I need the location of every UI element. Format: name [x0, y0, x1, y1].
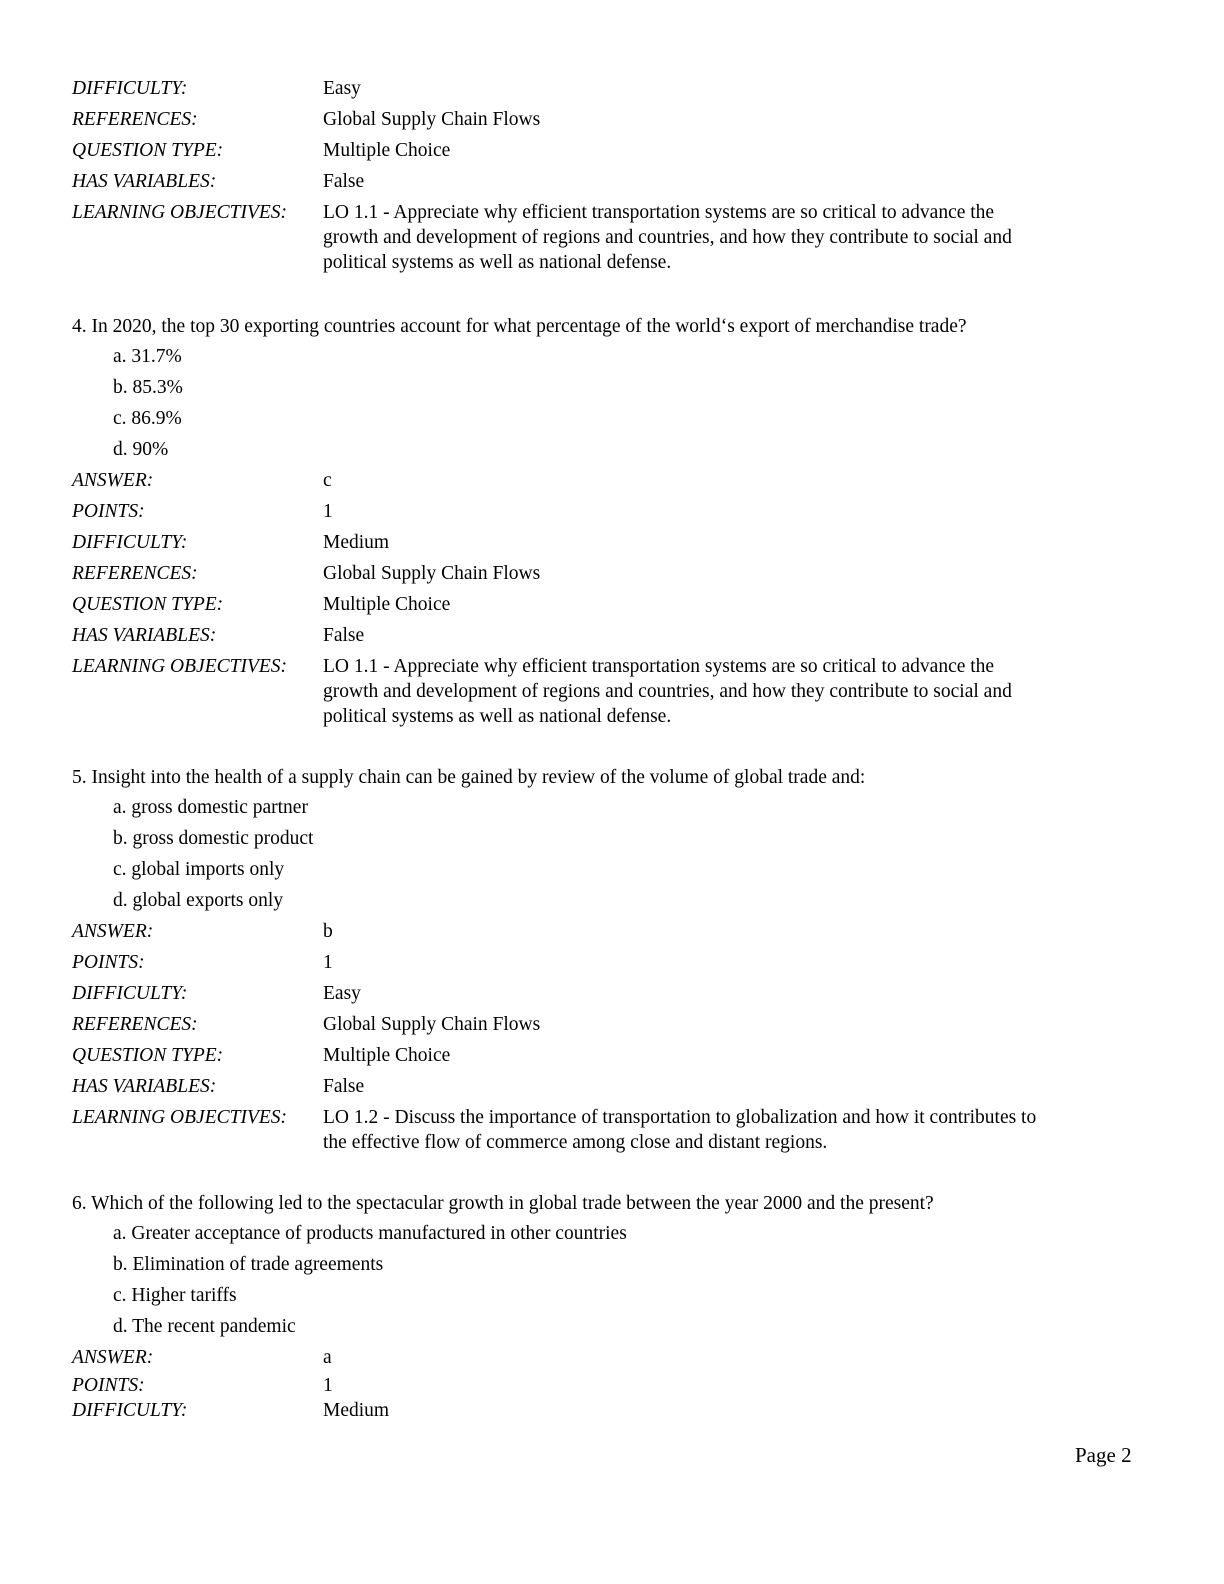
- metadata-row: [72, 527, 1162, 558]
- value-line: Easy: [323, 983, 361, 1004]
- value-line: LO 1.1 - Appreciate why efficient transportation systems are so critical to advance the: [323, 656, 995, 677]
- metadata-value: [323, 1102, 1036, 1155]
- metadata-label: REFERENCES:: [72, 109, 198, 130]
- metadata-value: [323, 104, 540, 135]
- metadata-value: [323, 496, 333, 527]
- metadata-row: [72, 73, 1162, 104]
- value-line: political systems as well as national defense.: [323, 706, 672, 727]
- value-line: 1: [323, 952, 333, 973]
- metadata-row: [72, 1009, 1162, 1040]
- metadata-value: [323, 197, 1012, 275]
- metadata-value: [323, 558, 540, 589]
- metadata-value: [323, 947, 333, 978]
- answer-option: a. gross domestic partner: [113, 797, 308, 818]
- metadata-label: ANSWER:: [72, 470, 154, 491]
- page-number: Page 2: [1075, 1443, 1132, 1467]
- value-line: b: [323, 921, 333, 942]
- metadata-row: [72, 197, 1162, 275]
- answer-option: c. 86.9%: [113, 408, 182, 429]
- metadata-label: LEARNING OBJECTIVES:: [72, 1107, 288, 1128]
- answer-option: c. global imports only: [113, 859, 285, 880]
- metadata-label: DIFFICULTY:: [72, 1400, 188, 1421]
- metadata-value: [323, 527, 389, 558]
- metadata-value: [323, 589, 450, 620]
- metadata-row: [72, 465, 1162, 496]
- value-line: c: [323, 470, 332, 491]
- metadata-value: [323, 1398, 389, 1423]
- value-line: a: [323, 1347, 332, 1368]
- metadata-row: [72, 651, 1162, 729]
- value-line: False: [323, 625, 365, 646]
- value-line: growth and development of regions and countries, and how they contribute to social and: [323, 681, 1012, 702]
- metadata-label: REFERENCES:: [72, 1014, 198, 1035]
- metadata-label: ANSWER:: [72, 921, 154, 942]
- metadata-row: [72, 1102, 1162, 1155]
- metadata-row: [72, 978, 1162, 1009]
- answer-option: a. 31.7%: [113, 346, 182, 367]
- question-block: [72, 764, 1162, 1155]
- value-line: Easy: [323, 78, 361, 99]
- metadata-block: [72, 73, 1162, 275]
- metadata-label: POINTS:: [72, 1375, 145, 1396]
- metadata-value: [323, 166, 364, 197]
- question-block: [72, 1190, 1162, 1423]
- metadata-label: ANSWER:: [72, 1347, 154, 1368]
- metadata-value: [323, 1071, 364, 1102]
- metadata-label: HAS VARIABLES:: [72, 1076, 217, 1097]
- answer-option: d. The recent pandemic: [113, 1316, 296, 1337]
- metadata-label: QUESTION TYPE:: [72, 140, 224, 161]
- value-line: False: [323, 171, 365, 192]
- metadata-value: [323, 1373, 333, 1398]
- metadata-row: [72, 1342, 1162, 1373]
- metadata-row: [72, 1040, 1162, 1071]
- value-line: the effective flow of commerce among close and distant regions.: [323, 1132, 828, 1153]
- answer-option: d. global exports only: [113, 890, 284, 911]
- metadata-row: [72, 496, 1162, 527]
- value-line: Global Supply Chain Flows: [323, 109, 541, 130]
- answer-option: b. 85.3%: [113, 377, 183, 398]
- metadata-value: [323, 1040, 450, 1071]
- answer-option: c. Higher tariffs: [113, 1285, 237, 1306]
- value-line: Medium: [323, 532, 390, 553]
- value-line: growth and development of regions and countries, and how they contribute to social and: [323, 227, 1012, 248]
- metadata-row: [72, 1373, 1162, 1398]
- metadata-row: [72, 916, 1162, 947]
- value-line: 1: [323, 1375, 333, 1396]
- value-line: Multiple Choice: [323, 1045, 451, 1066]
- metadata-label: POINTS:: [72, 501, 145, 522]
- answer-option: b. Elimination of trade agreements: [113, 1254, 384, 1275]
- metadata-value: [323, 73, 361, 104]
- metadata-row: [72, 589, 1162, 620]
- question-text: 4. In 2020, the top 30 exporting countries account for what percentage of the world‘s export of merchandise trade?: [72, 316, 967, 337]
- metadata-label: LEARNING OBJECTIVES:: [72, 202, 288, 223]
- question-text: 5. Insight into the health of a supply chain can be gained by review of the volume of global trade and:: [72, 767, 866, 788]
- metadata-value: [323, 135, 450, 166]
- metadata-value: [323, 651, 1012, 729]
- metadata-row: [72, 1071, 1162, 1102]
- metadata-row: [72, 135, 1162, 166]
- value-line: LO 1.1 - Appreciate why efficient transportation systems are so critical to advance the: [323, 202, 995, 223]
- value-line: Global Supply Chain Flows: [323, 563, 541, 584]
- metadata-label: HAS VARIABLES:: [72, 171, 217, 192]
- metadata-value: [323, 620, 364, 651]
- answer-option: b. gross domestic product: [113, 828, 314, 849]
- value-line: False: [323, 1076, 365, 1097]
- metadata-label: DIFFICULTY:: [72, 983, 188, 1004]
- metadata-value: [323, 1342, 332, 1373]
- metadata-label: LEARNING OBJECTIVES:: [72, 656, 288, 677]
- metadata-label: POINTS:: [72, 952, 145, 973]
- value-line: Multiple Choice: [323, 140, 451, 161]
- value-line: Medium: [323, 1400, 390, 1421]
- metadata-value: [323, 465, 332, 496]
- value-line: 1: [323, 501, 333, 522]
- answer-option: d. 90%: [113, 439, 169, 460]
- value-line: political systems as well as national defense.: [323, 252, 672, 273]
- metadata-label: HAS VARIABLES:: [72, 625, 217, 646]
- metadata-value: [323, 978, 361, 1009]
- metadata-label: QUESTION TYPE:: [72, 1045, 224, 1066]
- metadata-row: [72, 947, 1162, 978]
- metadata-label: DIFFICULTY:: [72, 78, 188, 99]
- metadata-row: [72, 1398, 1162, 1423]
- answer-option: a. Greater acceptance of products manufactured in other countries: [113, 1223, 627, 1244]
- metadata-label: REFERENCES:: [72, 563, 198, 584]
- value-line: LO 1.2 - Discuss the importance of transportation to globalization and how it contributes to: [323, 1107, 1037, 1128]
- metadata-row: [72, 558, 1162, 589]
- value-line: Multiple Choice: [323, 594, 451, 615]
- metadata-label: DIFFICULTY:: [72, 532, 188, 553]
- value-line: Global Supply Chain Flows: [323, 1014, 541, 1035]
- metadata-label: QUESTION TYPE:: [72, 594, 224, 615]
- metadata-row: [72, 166, 1162, 197]
- metadata-row: [72, 104, 1162, 135]
- question-block: [72, 313, 1162, 729]
- metadata-value: [323, 916, 333, 947]
- metadata-row: [72, 620, 1162, 651]
- question-text: 6. Which of the following led to the spectacular growth in global trade between the year 2000 and the present?: [72, 1193, 934, 1214]
- metadata-value: [323, 1009, 540, 1040]
